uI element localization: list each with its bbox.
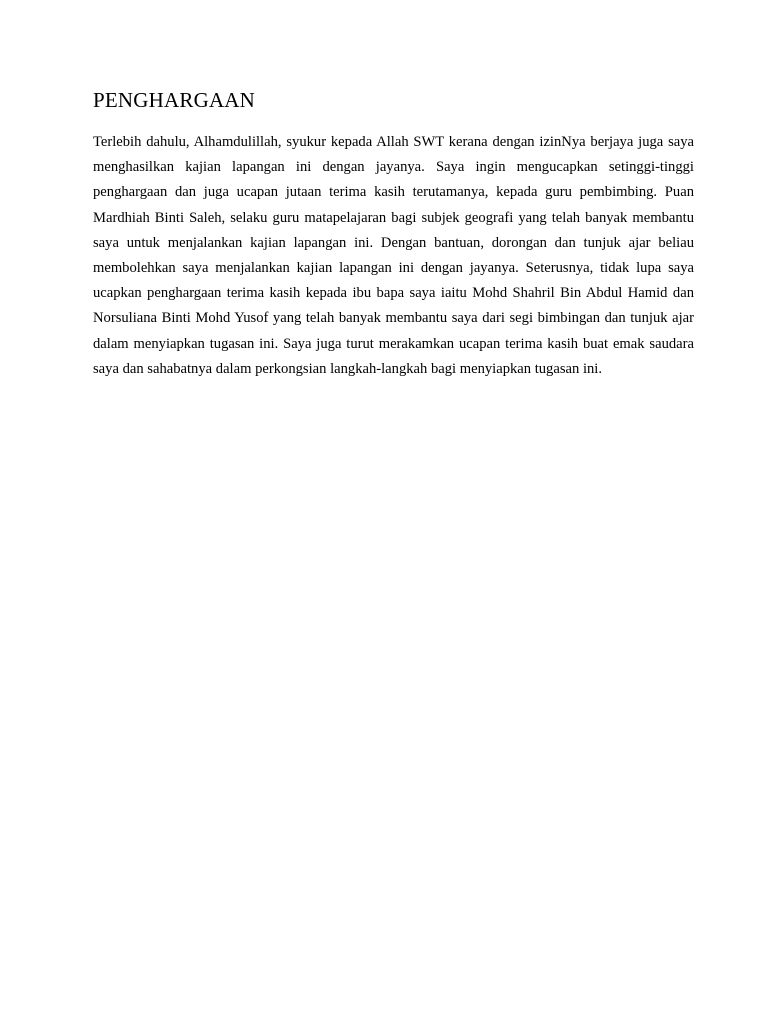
page-title: PENGHARGAAN xyxy=(93,88,256,112)
acknowledgement-paragraph: Terlebih dahulu, Alhamdulillah, syukur kepada Allah SWT kerana dengan izinNya berjaya juga saya menghasilkan kajian lapangan ini dengan jayanya. Saya ingin mengucapkan setinggi-tinggi penghargaan dan juga ucapan jutaan terima kasih terutamanya, kepada guru pembimbing. Puan Mardhiah Binti Saleh, selaku guru matapelajaran bagi subjek geografi yang telah banyak membantu saya untuk menjalankan kajian lapangan ini. Dengan bantuan, dorongan dan tunjuk ajar beliau membolehkan saya menjalankan kajian lapangan ini dengan jayanya. Seterusnya, tidak lupa saya ucapkan penghargaan terima kasih kepada ibu bapa saya iaitu Mohd Shahril Bin Abdul Hamid dan Norsuliana Binti Mohd Yusof yang telah banyak membantu saya dari segi bimbingan dan tunjuk ajar dalam menyiapkan tugasan ini. Saya juga turut merakamkan ucapan terima kasih buat emak saudara saya dan sahabatnya dalam perkongsian langkah-langkah bagi menyiapkan tugasan ini. xyxy=(93,134,694,377)
